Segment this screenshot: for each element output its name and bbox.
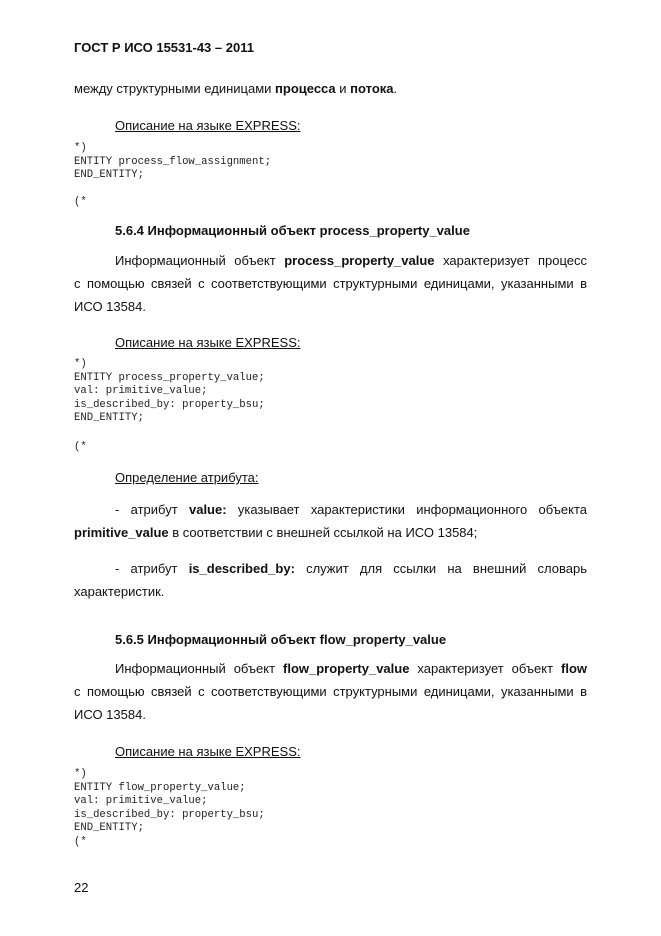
attribute-described-line1: - атрибут is_described_by: служит для ссылки на внешний словарь [115, 561, 587, 576]
express-close-1: (* [74, 196, 87, 208]
attribute-value-line1: - атрибут value: указывает характеристики информационного объекта [115, 502, 587, 517]
section-5-6-4-line1: Информационный объект process_property_value характеризует процесс [115, 253, 587, 268]
section-5-6-5-heading: 5.6.5 Информационный объект flow_property_value [115, 632, 447, 647]
page-number: 22 [74, 880, 89, 895]
section-5-6-4-line2: с помощью связей с соответствующими структурными единицами, указанными в [74, 276, 587, 291]
intro-line: между структурными единицами процесса и потока. [74, 81, 398, 96]
express-label-1: Описание на языке EXPRESS: [115, 118, 301, 133]
attribute-definition-label: Определение атрибута: [115, 470, 259, 485]
express-close-2: (* [74, 441, 87, 453]
express-code-2: *) ENTITY process_property_value; val: primitive_value; is_described_by: property_bsu; END_ENTITY; [74, 358, 265, 424]
express-code-1: *) ENTITY process_flow_assignment; END_ENTITY; [74, 142, 272, 181]
section-5-6-4-heading: 5.6.4 Информационный объект process_property_value [115, 223, 470, 238]
attribute-value-line2: primitive_value в соответствии с внешней ссылкой на ИСО 13584; [74, 525, 478, 540]
attribute-described-line2: характеристик. [74, 584, 165, 599]
section-5-6-4-line3: ИСО 13584. [74, 299, 146, 314]
section-5-6-5-line2: с помощью связей с соответствующими структурными единицами, указанными в [74, 684, 587, 699]
express-label-2: Описание на языке EXPRESS: [115, 335, 301, 350]
section-5-6-5-line3: ИСО 13584. [74, 707, 146, 722]
document-header: ГОСТ Р ИСО 15531-43 – 2011 [74, 40, 254, 55]
express-label-3: Описание на языке EXPRESS: [115, 744, 301, 759]
section-5-6-5-line1: Информационный объект flow_property_value характеризует объект flow [115, 661, 587, 676]
express-code-3: *) ENTITY flow_property_value; val: primitive_value; is_described_by: property_bsu; END_ENTITY; (* [74, 768, 265, 848]
